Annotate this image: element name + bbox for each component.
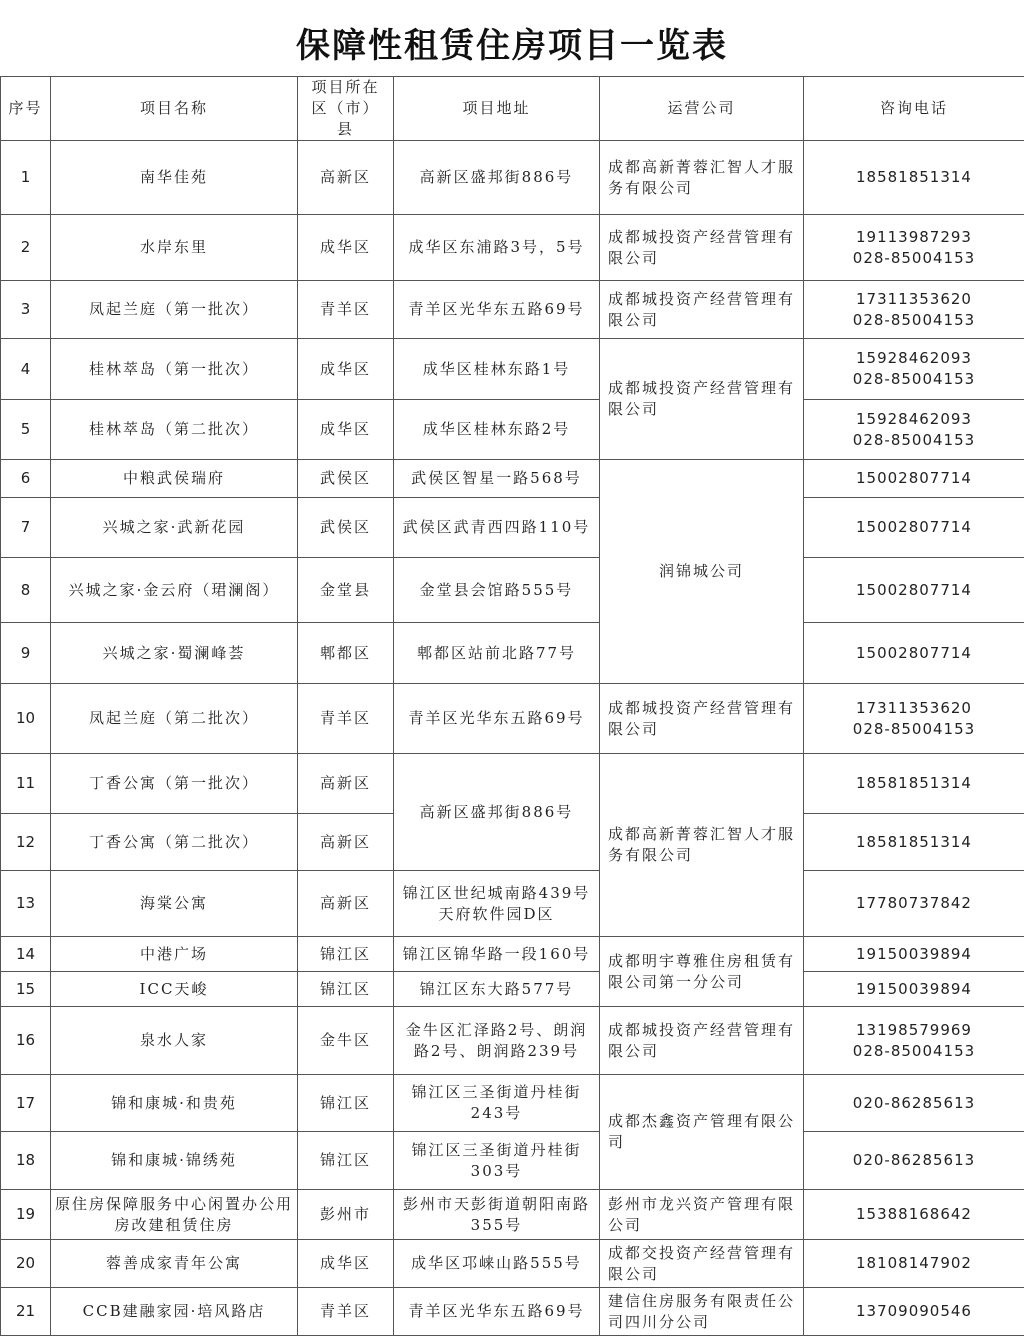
- table-row: [1, 281, 1024, 339]
- address: 高新区盛邦街886号: [394, 754, 600, 871]
- row-no: 5: [1, 400, 51, 460]
- address: 青羊区光华东五路69号: [394, 281, 600, 339]
- row-no: 2: [1, 215, 51, 281]
- phone-primary: 15928462093: [808, 409, 1020, 430]
- table-row: [1, 972, 1024, 1007]
- address: 郫都区站前北路77号: [394, 623, 600, 684]
- table-row: [1, 498, 1024, 558]
- company: 成都城投资产经营管理有限公司: [600, 684, 804, 754]
- address: 锦江区世纪城南路439号天府软件园D区: [394, 871, 600, 937]
- table-row: [1, 215, 1024, 281]
- district: 成华区: [298, 400, 394, 460]
- phone: 020-86285613: [804, 1132, 1024, 1190]
- project-name: 水岸东里: [51, 215, 298, 281]
- district: 高新区: [298, 871, 394, 937]
- phone-secondary: 028-85004153: [808, 369, 1020, 390]
- header-company: 运营公司: [600, 77, 804, 141]
- header-phone: 咨询电话: [804, 77, 1024, 141]
- project-name: 丁香公寓（第一批次）: [51, 754, 298, 814]
- address: 成华区邛崃山路555号: [394, 1240, 600, 1288]
- table-row: [1, 558, 1024, 623]
- company: 成都交投资产经营管理有限公司: [600, 1240, 804, 1288]
- project-name: 凤起兰庭（第一批次）: [51, 281, 298, 339]
- company: 成都城投资产经营管理有限公司: [600, 281, 804, 339]
- district: 青羊区: [298, 684, 394, 754]
- project-name: 兴城之家·蜀澜峰荟: [51, 623, 298, 684]
- address: 成华区桂林东路1号: [394, 339, 600, 400]
- phone-secondary: 028-85004153: [808, 719, 1020, 740]
- row-no: 10: [1, 684, 51, 754]
- table-row: [1, 623, 1024, 684]
- district: 金牛区: [298, 1007, 394, 1075]
- address: 武侯区智星一路568号: [394, 460, 600, 498]
- phone: 15002807714: [804, 498, 1024, 558]
- table-row: [1, 1288, 1024, 1336]
- phone-secondary: 028-85004153: [808, 430, 1020, 451]
- address: 锦江区三圣街道丹桂街303号: [394, 1132, 600, 1190]
- project-name: 海棠公寓: [51, 871, 298, 937]
- phone-primary: 17311353620: [808, 698, 1020, 719]
- table-row: [1, 871, 1024, 937]
- address: 高新区盛邦街886号: [394, 141, 600, 215]
- phone: 18108147902: [804, 1240, 1024, 1288]
- address: 青羊区光华东五路69号: [394, 684, 600, 754]
- row-no: 12: [1, 814, 51, 871]
- address: 锦江区锦华路一段160号: [394, 937, 600, 972]
- row-no: 4: [1, 339, 51, 400]
- district: 成华区: [298, 215, 394, 281]
- company: 成都杰鑫资产管理有限公司: [600, 1075, 804, 1190]
- phone: 15002807714: [804, 623, 1024, 684]
- row-no: 21: [1, 1288, 51, 1336]
- project-name: 兴城之家·武新花园: [51, 498, 298, 558]
- table-row: [1, 1190, 1024, 1240]
- phone-secondary: 028-85004153: [808, 310, 1020, 331]
- table-row: [1, 339, 1024, 400]
- table-row: [1, 937, 1024, 972]
- phone-primary: 17311353620: [808, 289, 1020, 310]
- district: 青羊区: [298, 1288, 394, 1336]
- table-row: [1, 400, 1024, 460]
- company: 润锦城公司: [600, 460, 804, 684]
- phone: 18581851314: [804, 754, 1024, 814]
- table-row: [1, 1075, 1024, 1132]
- row-no: 9: [1, 623, 51, 684]
- district: 锦江区: [298, 1075, 394, 1132]
- project-name: 原住房保障服务中心闲置办公用房改建租赁住房: [51, 1190, 298, 1240]
- district: 成华区: [298, 339, 394, 400]
- project-name: 南华佳苑: [51, 141, 298, 215]
- row-no: 16: [1, 1007, 51, 1075]
- row-no: 18: [1, 1132, 51, 1190]
- table-row: [1, 460, 1024, 498]
- phone: [804, 400, 1024, 460]
- table-row: [1, 141, 1024, 215]
- address: 彭州市天彭街道朝阳南路355号: [394, 1190, 600, 1240]
- company: 成都高新菁蓉汇智人才服务有限公司: [600, 141, 804, 215]
- company: 成都城投资产经营管理有限公司: [600, 339, 804, 460]
- district: 青羊区: [298, 281, 394, 339]
- row-no: 14: [1, 937, 51, 972]
- phone-secondary: 028-85004153: [808, 248, 1020, 269]
- row-no: 8: [1, 558, 51, 623]
- header-address: 项目地址: [394, 77, 600, 141]
- header-district: 项目所在区（市）县: [298, 77, 394, 141]
- company: 成都明宇尊雅住房租赁有限公司第一分公司: [600, 937, 804, 1007]
- project-name: 兴城之家·金云府（珺澜阁）: [51, 558, 298, 623]
- housing-project-table: [0, 76, 1024, 1336]
- address: 锦江区三圣街道丹桂街243号: [394, 1075, 600, 1132]
- address: 成华区东浦路3号，5号: [394, 215, 600, 281]
- phone: [804, 684, 1024, 754]
- phone: 18581851314: [804, 814, 1024, 871]
- project-name: ICC天峻: [51, 972, 298, 1007]
- address: 青羊区光华东五路69号: [394, 1288, 600, 1336]
- row-no: 3: [1, 281, 51, 339]
- address: 金堂县会馆路555号: [394, 558, 600, 623]
- project-name: CCB建融家园·培风路店: [51, 1288, 298, 1336]
- company: 建信住房服务有限责任公司四川分公司: [600, 1288, 804, 1336]
- district: 高新区: [298, 754, 394, 814]
- phone: 19150039894: [804, 972, 1024, 1007]
- phone: 15002807714: [804, 460, 1024, 498]
- phone: 15002807714: [804, 558, 1024, 623]
- header-no: 序号: [1, 77, 51, 141]
- phone: [804, 1007, 1024, 1075]
- district: 锦江区: [298, 937, 394, 972]
- row-no: 11: [1, 754, 51, 814]
- address: 锦江区东大路577号: [394, 972, 600, 1007]
- address: 成华区桂林东路2号: [394, 400, 600, 460]
- district: 高新区: [298, 141, 394, 215]
- header-row: [1, 77, 1024, 141]
- table-row: [1, 1240, 1024, 1288]
- phone: [804, 339, 1024, 400]
- district: 高新区: [298, 814, 394, 871]
- project-name: 泉水人家: [51, 1007, 298, 1075]
- page-title: 保障性租赁住房项目一览表: [0, 18, 1024, 67]
- table-row: [1, 1132, 1024, 1190]
- address: 武侯区武青西四路110号: [394, 498, 600, 558]
- district: 成华区: [298, 1240, 394, 1288]
- company: 成都城投资产经营管理有限公司: [600, 215, 804, 281]
- district: 彭州市: [298, 1190, 394, 1240]
- address: 金牛区汇泽路2号、朗润路2号、朗润路239号: [394, 1007, 600, 1075]
- table-row: [1, 1007, 1024, 1075]
- project-name: 锦和康城·和贵苑: [51, 1075, 298, 1132]
- table-row: [1, 684, 1024, 754]
- project-name: 锦和康城·锦绣苑: [51, 1132, 298, 1190]
- phone: 19150039894: [804, 937, 1024, 972]
- project-name: 中粮武侯瑞府: [51, 460, 298, 498]
- row-no: 15: [1, 972, 51, 1007]
- district: 武侯区: [298, 498, 394, 558]
- district: 郫都区: [298, 623, 394, 684]
- phone: 17780737842: [804, 871, 1024, 937]
- district: 锦江区: [298, 1132, 394, 1190]
- row-no: 20: [1, 1240, 51, 1288]
- phone: 020-86285613: [804, 1075, 1024, 1132]
- company: 彭州市龙兴资产管理有限公司: [600, 1190, 804, 1240]
- district: 金堂县: [298, 558, 394, 623]
- header-name: 项目名称: [51, 77, 298, 141]
- row-no: 19: [1, 1190, 51, 1240]
- table-row: [1, 754, 1024, 814]
- project-name: 桂林萃岛（第一批次）: [51, 339, 298, 400]
- project-name: 蓉善成家青年公寓: [51, 1240, 298, 1288]
- row-no: 7: [1, 498, 51, 558]
- project-name: 丁香公寓（第二批次）: [51, 814, 298, 871]
- phone-primary: 15928462093: [808, 348, 1020, 369]
- phone: [804, 215, 1024, 281]
- project-name: 桂林萃岛（第二批次）: [51, 400, 298, 460]
- row-no: 6: [1, 460, 51, 498]
- project-name: 凤起兰庭（第二批次）: [51, 684, 298, 754]
- company: 成都城投资产经营管理有限公司: [600, 1007, 804, 1075]
- phone: 18581851314: [804, 141, 1024, 215]
- phone-primary: 19113987293: [808, 227, 1020, 248]
- company: 成都高新菁蓉汇智人才服务有限公司: [600, 754, 804, 937]
- row-no: 1: [1, 141, 51, 215]
- phone: 13709090546: [804, 1288, 1024, 1336]
- phone: [804, 281, 1024, 339]
- district: 武侯区: [298, 460, 394, 498]
- row-no: 17: [1, 1075, 51, 1132]
- phone-primary: 13198579969: [808, 1020, 1020, 1041]
- phone: 15388168642: [804, 1190, 1024, 1240]
- district: 锦江区: [298, 972, 394, 1007]
- phone-secondary: 028-85004153: [808, 1041, 1020, 1062]
- project-name: 中港广场: [51, 937, 298, 972]
- row-no: 13: [1, 871, 51, 937]
